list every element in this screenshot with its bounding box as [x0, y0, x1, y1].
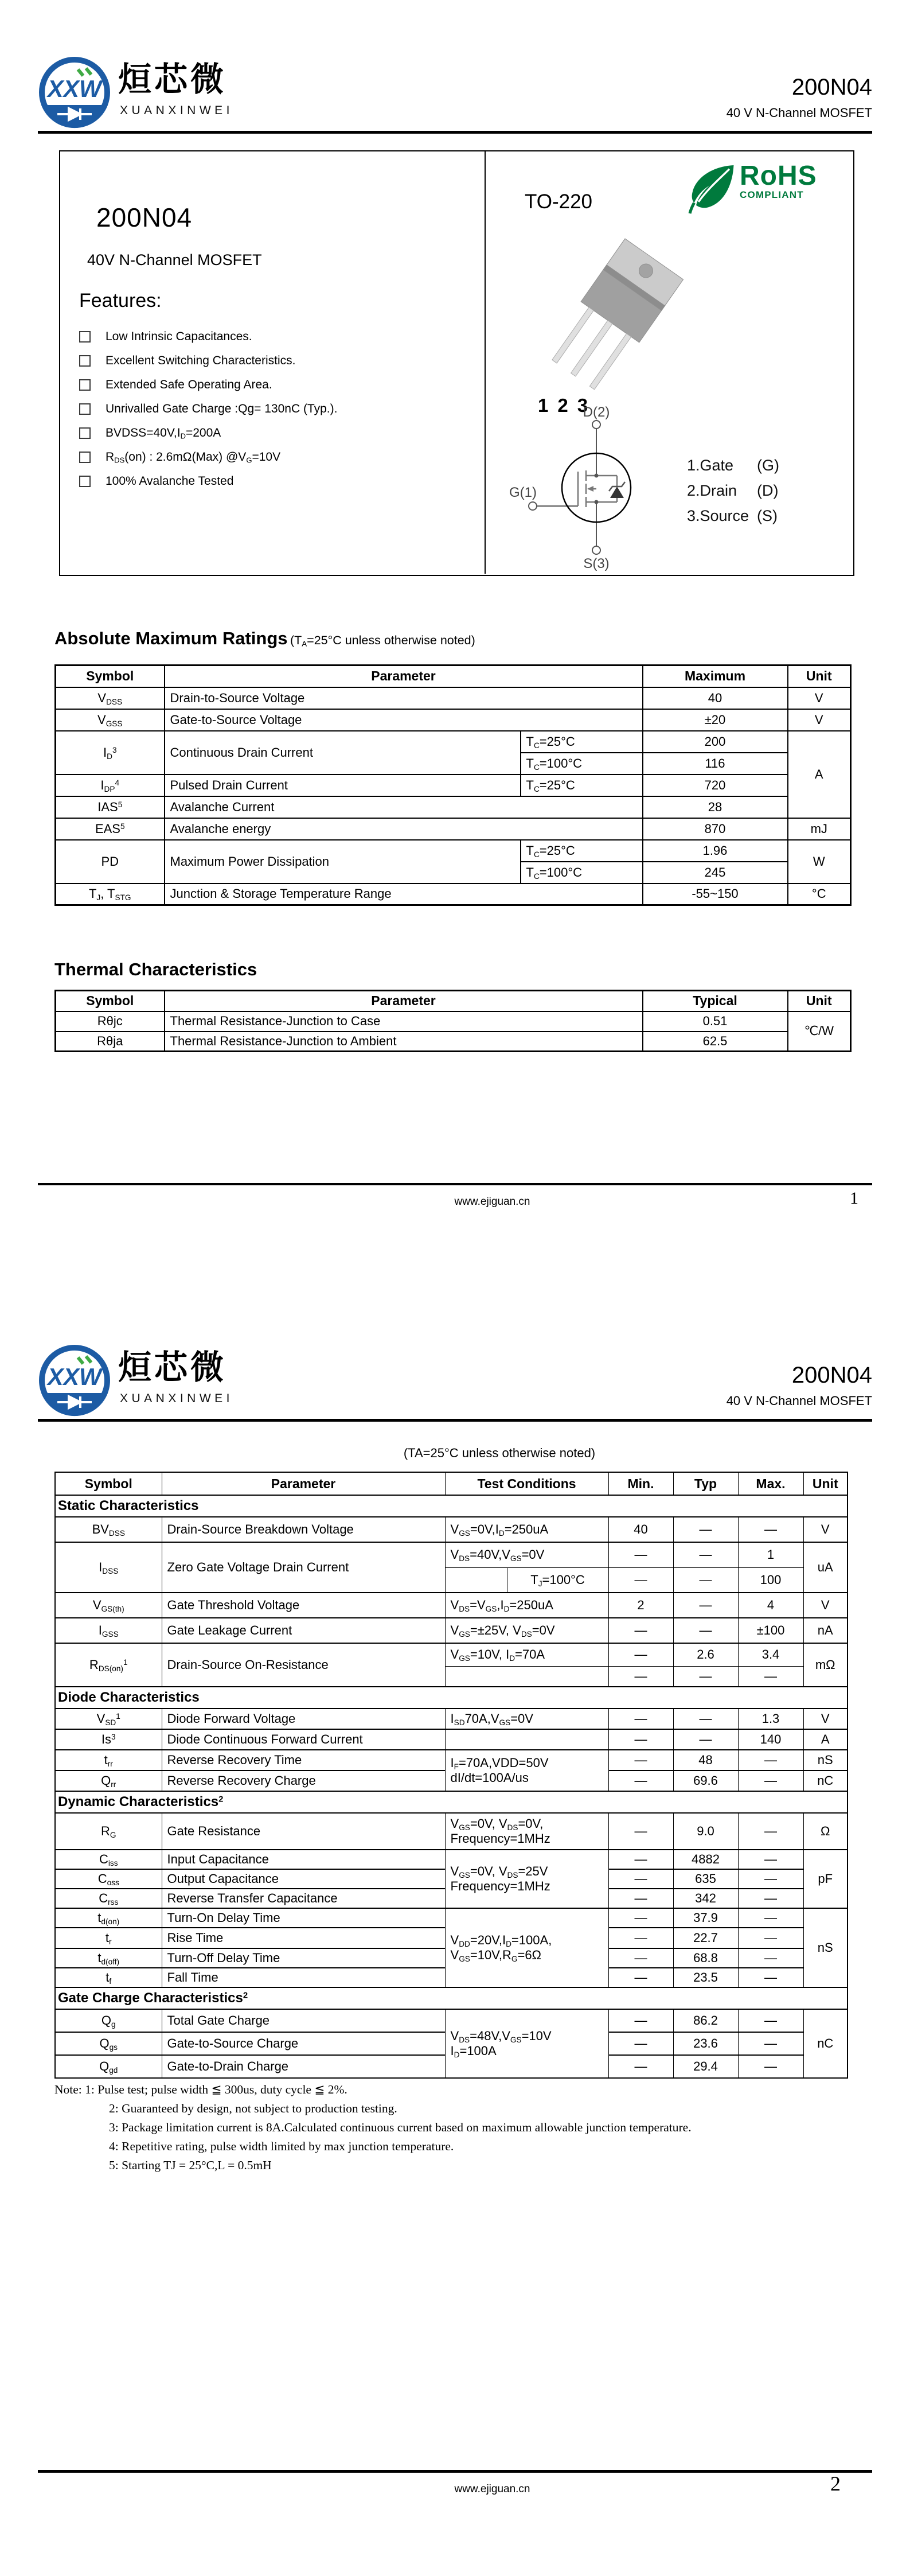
table-cell: — [738, 1948, 803, 1968]
table-cell: — [738, 1750, 803, 1770]
table-cell: W [788, 840, 851, 884]
table-cell: A [788, 731, 851, 818]
table-cell: 200 [643, 731, 788, 753]
table-cell: 1.96 [643, 840, 788, 862]
pin-number: 2 [557, 395, 568, 416]
feature-item [79, 397, 435, 421]
table-cell: Output Capacitance [162, 1869, 445, 1889]
electrical-table [54, 1472, 848, 2079]
table-cell: Reverse Recovery Time [162, 1750, 445, 1770]
feature-text: 100% Avalanche Tested [106, 474, 234, 488]
table-cell: 2.6 [673, 1643, 738, 1666]
thermal-title-text: Thermal Characteristics [54, 959, 257, 979]
table-cell: Input Capacitance [162, 1850, 445, 1869]
table-cell: 245 [643, 862, 788, 884]
logo-text: XXW [46, 75, 104, 102]
table-cell: 40 [643, 687, 788, 709]
checkbox-icon [79, 452, 91, 463]
table-cell: 0.51 [643, 1011, 788, 1032]
feature-text: Extended Safe Operating Area. [106, 378, 272, 391]
brand-name-en: XUANXINWEI [120, 104, 234, 117]
table-cell: -55~150 [643, 884, 788, 905]
table-cell: 3.4 [738, 1643, 803, 1666]
footer-page-number: 2 [830, 2472, 841, 2495]
table-cell: 68.8 [673, 1948, 738, 1968]
table-cell: 28 [643, 796, 788, 818]
table-cell: — [738, 1517, 803, 1542]
table-cell: nS [803, 1908, 847, 1987]
footer-rule [38, 2470, 872, 2473]
table-cell: — [673, 1567, 738, 1593]
section-header-cell: Static Characteristics [55, 1495, 847, 1517]
feature-text: Unrivalled Gate Charge :Qg= 130nC (Typ.). [106, 402, 338, 415]
table-cell: Drain-Source Breakdown Voltage [162, 1517, 445, 1542]
table-cell: 9.0 [673, 1813, 738, 1850]
table-cell: — [608, 1567, 673, 1593]
brand-name-cn: 烜芯微 [118, 61, 227, 98]
table-cell: Turn-On Delay Time [162, 1908, 445, 1928]
column-header-cell: Parameter [165, 991, 643, 1011]
table-cell: $C_{oss}$ [55, 1869, 162, 1889]
amr-title-text: Absolute Maximum Ratings [54, 628, 288, 648]
table-cell: $V_{GS}=\pm 25V$, $V_{DS}=0V$ [445, 1618, 608, 1643]
thermal-table [54, 990, 852, 1052]
column-header-cell: Max. [738, 1472, 803, 1495]
note-line: 5: Starting TJ = 25°C,L = 0.5mH [109, 2158, 272, 2172]
table-cell: — [738, 1850, 803, 1869]
table-cell: Pulsed Drain Current [165, 775, 521, 796]
table-cell: Total Gate Charge [162, 2009, 445, 2032]
table-cell: — [738, 1928, 803, 1948]
table-cell: Avalanche energy [165, 818, 643, 840]
table-cell: 1.3 [738, 1709, 803, 1729]
table-cell: pF [803, 1850, 847, 1908]
table-cell: nA [803, 1618, 847, 1643]
table-cell: — [673, 1666, 738, 1687]
table-cell: — [608, 1948, 673, 1968]
table-cell: 40 [608, 1517, 673, 1542]
column-header-cell: Maximum [643, 666, 788, 687]
table-cell: — [608, 1889, 673, 1908]
header-rule [38, 1419, 872, 1422]
pin-legend-name: 3.Source [687, 507, 749, 524]
table-cell: Zero Gate Voltage Drain Current [162, 1542, 445, 1593]
table-cell: 4 [738, 1593, 803, 1618]
source-terminal [592, 546, 600, 554]
amr-title [54, 628, 475, 649]
rohs-title: RoHS [740, 161, 817, 191]
table-cell: — [738, 1869, 803, 1889]
table-cell: Gate Threshold Voltage [162, 1593, 445, 1618]
table-cell: — [608, 1666, 673, 1687]
table-cell [445, 1666, 608, 1687]
table-cell: $BV_{DSS}$ [55, 1517, 162, 1542]
table-cell: $V_{SD}^1$ [55, 1709, 162, 1729]
table-cell: $I_F=70A,VDD=50V$ dI/dt=100A/us [445, 1750, 608, 1791]
pin-legend [687, 457, 779, 532]
table-cell: Thermal Resistance-Junction to Ambient [165, 1032, 643, 1052]
table-cell: $Q_{gd}$ [55, 2055, 162, 2078]
table-cell: 342 [673, 1889, 738, 1908]
table-cell: $T_C=25^\circ C$ [521, 840, 643, 862]
column-header-cell: Typ [673, 1472, 738, 1495]
table-cell: — [673, 1729, 738, 1750]
table-cell: $Q_{rr}$ [55, 1770, 162, 1791]
table-cell: — [608, 1750, 673, 1770]
table-cell: $T_C=100^\circ C$ [521, 862, 643, 884]
column-header-cell: Test Conditions [445, 1472, 608, 1495]
table-cell: — [738, 1770, 803, 1791]
table-cell: — [738, 2009, 803, 2032]
table-cell: — [608, 1729, 673, 1750]
table-cell: V [803, 1593, 847, 1618]
table-cell: — [608, 2009, 673, 2032]
table-cell: $t_r$ [55, 1928, 162, 1948]
table-cell: uA [803, 1542, 847, 1593]
header-part-subtitle: 40 V N-Channel MOSFET [726, 1394, 872, 1408]
table-cell: 23.6 [673, 2032, 738, 2055]
table-cell: $V_{GS}=0V$, $V_{DS}=0V$, Frequency=1MHz [445, 1813, 608, 1850]
table-cell: 86.2 [673, 2009, 738, 2032]
package-image [516, 228, 745, 400]
checkbox-icon [79, 331, 91, 343]
table-cell: $T_C=25^\circ C$ [521, 775, 643, 796]
pin-legend-name: 1.Gate [687, 457, 734, 474]
rohs-logo [687, 163, 817, 216]
table-cell: $Q_{gs}$ [55, 2032, 162, 2055]
table-cell: Junction & Storage Temperature Range [165, 884, 643, 905]
table-cell: 635 [673, 1869, 738, 1889]
header-part-number: 200N04 [791, 1363, 872, 1388]
table-cell: °C [788, 884, 851, 905]
table-cell [445, 1729, 608, 1750]
table-cell: 4882 [673, 1850, 738, 1869]
section-header-cell: Dynamic Characteristics$^2$ [55, 1791, 847, 1813]
table-cell: Rθja [56, 1032, 165, 1052]
intro-box-divider [485, 150, 486, 574]
checkbox-icon [79, 427, 91, 439]
table-cell: $T_J$, $T_{STG}$ [56, 884, 165, 905]
column-header-cell: Min. [608, 1472, 673, 1495]
table-cell: Thermal Resistance-Junction to Case [165, 1011, 643, 1032]
table-cell: 23.5 [673, 1968, 738, 1987]
table-cell: Continuous Drain Current [165, 731, 521, 775]
table-cell: — [673, 1593, 738, 1618]
table-cell: $V_{DS}=40V,V_{GS}=0V$ [445, 1542, 608, 1567]
table-cell: — [608, 1542, 673, 1567]
brand-name-en: XUANXINWEI [120, 1392, 234, 1405]
table-cell: $V_{DS}=48V,V_{GS}=10V$ $I_D=100A$ [445, 2009, 608, 2078]
table-cell: $C_{iss}$ [55, 1850, 162, 1869]
table-cell: 1 [738, 1542, 803, 1567]
column-header-cell: Symbol [56, 666, 165, 687]
table-cell: ℃/W [788, 1011, 851, 1052]
feature-text: Low Intrinsic Capacitances. [106, 330, 252, 343]
table-cell: 29.4 [673, 2055, 738, 2078]
pin-legend-abbr: (S) [757, 507, 778, 524]
column-header-cell: Unit [788, 666, 851, 687]
table-cell: $I_D^3$ [56, 731, 165, 775]
pin-legend-item [687, 457, 779, 482]
footer-rule [38, 1183, 872, 1185]
table-cell: — [608, 1813, 673, 1850]
table-cell: Reverse Transfer Capacitance [162, 1889, 445, 1908]
note-line: Note: 1: Pulse test; pulse width ≦ 300us, duty cycle ≦ 2%. [54, 2083, 347, 2096]
table-cell: EAS$^5$ [56, 818, 165, 840]
header-rule [38, 131, 872, 134]
logo-text: XXW [46, 1363, 104, 1390]
table-cell: — [738, 2055, 803, 2078]
table-cell: Gate Leakage Current [162, 1618, 445, 1643]
table-cell: ±100 [738, 1618, 803, 1643]
column-header-cell: Unit [788, 991, 851, 1011]
table-cell: 100 [738, 1567, 803, 1593]
table-cell: Diode Continuous Forward Current [162, 1729, 445, 1750]
footer-site: www.ejiguan.cn [454, 2483, 530, 2495]
features-title: Features: [79, 290, 162, 312]
table-cell: — [608, 2055, 673, 2078]
table-cell: $Q_g$ [55, 2009, 162, 2032]
conditions-note: (TA=25°C unless otherwise noted) [403, 1446, 596, 1460]
table-cell: $V_{GS}=0V$, $V_{DS}=25V$ Frequency=1MHz [445, 1850, 608, 1908]
table-cell: V [788, 687, 851, 709]
table-cell: $V_{DD}=20V,I_D=100A$, $V_{GS}=10V,R_G=6\Omega$ [445, 1908, 608, 1987]
table-cell: $V_{GS}=0V,I_D=250uA$ [445, 1517, 608, 1542]
table-cell: — [738, 2032, 803, 2055]
table-cell: $t_{rr}$ [55, 1750, 162, 1770]
note-line: 3: Package limitation current is 8A.Calculated continuous current based on maximum allowable junction temperature. [109, 2120, 692, 2134]
checkbox-icon [79, 355, 91, 367]
table-cell: 22.7 [673, 1928, 738, 1948]
pin-legend-item [687, 507, 779, 532]
table-cell: $T_J=100^\circ C$ [507, 1567, 608, 1593]
table-cell: Ω [803, 1813, 847, 1850]
footer-page-number: 1 [850, 1189, 858, 1208]
table-cell: — [608, 1643, 673, 1666]
feature-item [79, 373, 435, 397]
table-cell: 140 [738, 1729, 803, 1750]
table-cell: $R_G$ [55, 1813, 162, 1850]
company-logo-icon [37, 55, 112, 130]
pin-number: 1 [538, 395, 549, 416]
header-part-subtitle: 40 V N-Channel MOSFET [726, 106, 872, 120]
column-header-cell: Parameter [165, 666, 643, 687]
table-cell: 720 [643, 775, 788, 796]
table-cell: 37.9 [673, 1908, 738, 1928]
table-cell: $T_C=25^\circ C$ [521, 731, 643, 753]
body-diode-icon [610, 487, 624, 498]
features-list [79, 325, 435, 493]
checkbox-icon [79, 403, 91, 415]
table-cell: 870 [643, 818, 788, 840]
feature-item [79, 421, 435, 445]
table-cell [445, 1567, 507, 1593]
table-cell: mJ [788, 818, 851, 840]
drain-terminal [592, 421, 600, 429]
thermal-title [54, 959, 257, 980]
table-cell: — [608, 1770, 673, 1791]
table-cell: V [803, 1517, 847, 1542]
table-cell: — [738, 1968, 803, 1987]
column-header-cell: Typical [643, 991, 788, 1011]
feature-text: $R_{DS}(on)$ : 2.6mΩ(Max) $@V_G=10V$ [106, 450, 281, 465]
table-cell: 62.5 [643, 1032, 788, 1052]
table-cell: $V_{GSS}$ [56, 709, 165, 731]
table-cell: — [608, 1908, 673, 1928]
rohs-subtitle: COMPLIANT [740, 189, 804, 200]
checkbox-icon [79, 476, 91, 487]
table-cell: — [673, 1709, 738, 1729]
table-cell: — [608, 1869, 673, 1889]
table-cell: 2 [608, 1593, 673, 1618]
table-cell: $I_{DP}^4$ [56, 775, 165, 796]
column-header-cell: Unit [803, 1472, 847, 1495]
section-header-cell: Gate Charge Characteristics$^2$ [55, 1987, 847, 2009]
table-cell: $R_{DS(on)}^1$ [55, 1643, 162, 1687]
footer-site: www.ejiguan.cn [454, 1196, 530, 1208]
rohs-leaf-icon [687, 163, 735, 216]
table-cell: $V_{DSS}$ [56, 687, 165, 709]
table-cell: — [673, 1618, 738, 1643]
column-header-cell: Parameter [162, 1472, 445, 1495]
table-cell: Fall Time [162, 1968, 445, 1987]
note-line: 4: Repetitive rating, pulse width limited by max junction temperature. [109, 2139, 454, 2153]
table-cell: Rθjc [56, 1011, 165, 1032]
table-cell: — [608, 1709, 673, 1729]
pin-legend-item [687, 482, 779, 507]
table-cell: — [738, 1813, 803, 1850]
table-cell: — [608, 1618, 673, 1643]
note-line: 2: Guaranteed by design, not subject to production testing. [109, 2102, 397, 2115]
table-cell: $t_f$ [55, 1968, 162, 1987]
table-cell: Rise Time [162, 1928, 445, 1948]
table-cell: Gate-to-Source Charge [162, 2032, 445, 2055]
table-cell: 69.6 [673, 1770, 738, 1791]
table-cell: $t_{d(on)}$ [55, 1908, 162, 1928]
table-cell: PD [56, 840, 165, 884]
table-cell: — [608, 2032, 673, 2055]
table-cell: Maximum Power Dissipation [165, 840, 521, 884]
pin-legend-abbr: (G) [757, 457, 779, 474]
intro-part-subtitle: 40V N-Channel MOSFET [87, 251, 262, 269]
table-cell: — [738, 1889, 803, 1908]
table-cell: Gate-to-Drain Charge [162, 2055, 445, 2078]
table-cell: Turn-Off Delay Time [162, 1948, 445, 1968]
gate-terminal [529, 502, 537, 510]
table-cell: $V_{GS(th)}$ [55, 1593, 162, 1618]
table-cell: nS [803, 1750, 847, 1770]
table-cell: — [608, 1968, 673, 1987]
table-cell: V [788, 709, 851, 731]
package-name: TO-220 [525, 190, 593, 213]
table-cell: — [738, 1908, 803, 1928]
gate-label: G(1) [509, 485, 537, 500]
table-cell: — [673, 1517, 738, 1542]
column-header-cell: Symbol [56, 991, 165, 1011]
table-cell: $T_C=100^\circ C$ [521, 753, 643, 775]
table-cell: A [803, 1729, 847, 1750]
checkbox-icon [79, 379, 91, 391]
table-cell: $I_{DSS}$ [55, 1542, 162, 1593]
table-cell: nC [803, 1770, 847, 1791]
header-part-number: 200N04 [791, 75, 872, 100]
amr-title-note: ($T_A=25^\circ C$ unless otherwise noted) [290, 633, 475, 648]
feature-item [79, 349, 435, 373]
table-cell: — [738, 1666, 803, 1687]
table-cell: $t_{d(off)}$ [55, 1948, 162, 1968]
table-cell: IAS$^5$ [56, 796, 165, 818]
table-cell: Diode Forward Voltage [162, 1709, 445, 1729]
table-cell: Reverse Recovery Charge [162, 1770, 445, 1791]
table-cell: 48 [673, 1750, 738, 1770]
table-cell: — [608, 1850, 673, 1869]
table-cell: V [803, 1709, 847, 1729]
table-cell: $V_{GS}=10V$, $I_D=70A$ [445, 1643, 608, 1666]
table-cell: Avalanche Current [165, 796, 643, 818]
feature-item [79, 469, 435, 493]
table-cell: Drain-to-Source Voltage [165, 687, 643, 709]
pin-number: 3 [577, 395, 588, 416]
feature-item [79, 325, 435, 349]
brand-name-cn: 烜芯微 [118, 1349, 227, 1386]
table-cell: nC [803, 2009, 847, 2078]
table-cell: Gate-to-Source Voltage [165, 709, 643, 731]
column-header-cell: Symbol [55, 1472, 162, 1495]
table-cell: Drain-Source On-Resistance [162, 1643, 445, 1687]
table-cell: $V_{DS}=V_{GS},I_D=250uA$ [445, 1593, 608, 1618]
pin-legend-abbr: (D) [757, 482, 779, 499]
table-cell: — [608, 1928, 673, 1948]
table-cell: ±20 [643, 709, 788, 731]
pin-legend-name: 2.Drain [687, 482, 737, 499]
amr-table [54, 664, 852, 906]
table-cell: $I_{SD}70A,V_{GS}=0V$ [445, 1709, 608, 1729]
table-cell: — [673, 1542, 738, 1567]
section-header-cell: Diode Characteristics [55, 1687, 847, 1709]
company-logo-icon [37, 1343, 112, 1418]
source-label: S(3) [583, 556, 610, 571]
intro-part-title: 200N04 [96, 203, 193, 232]
table-cell: $I_{GSS}$ [55, 1618, 162, 1643]
table-cell: mΩ [803, 1643, 847, 1687]
feature-text: Excellent Switching Characteristics. [106, 354, 296, 367]
table-cell: Is$^3$ [55, 1729, 162, 1750]
feature-text: $BVDSS=40V,I_D=200A$ [106, 426, 221, 441]
notes-block [54, 2083, 874, 2177]
drain-label: D(2) [583, 404, 610, 420]
table-cell: Gate Resistance [162, 1813, 445, 1850]
table-cell: 116 [643, 753, 788, 775]
feature-item [79, 445, 435, 469]
table-cell: $C_{rss}$ [55, 1889, 162, 1908]
